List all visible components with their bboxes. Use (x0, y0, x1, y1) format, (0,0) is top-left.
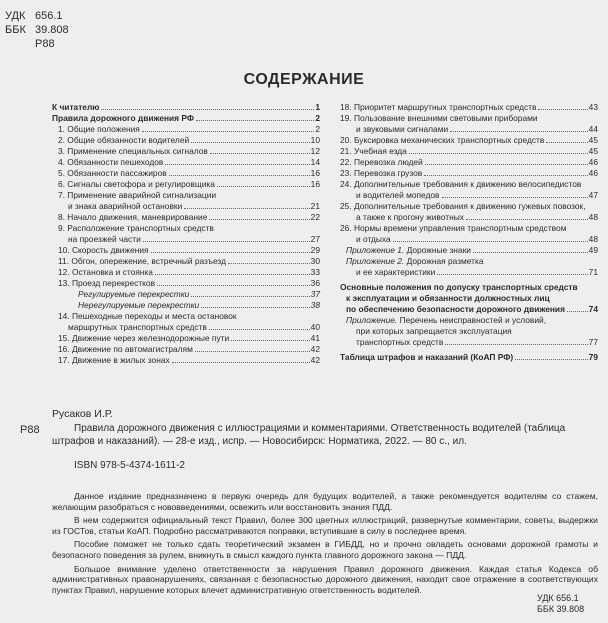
toc-page-number: 14 (310, 157, 320, 167)
toc-entry (52, 333, 320, 344)
toc-entry-title: и отдыха (356, 234, 391, 244)
toc-entry-title: 25. Дополнительные требования к движению гужевых повозок, (340, 201, 586, 211)
annotation-paragraph: В нем содержится официальный текст Правил, более 300 цветных иллюстраций, развернутые комментарии, советы, выдержки из ГОСТов, статьи КоАП. Подробно рассматриваются поправки, вступившие в силу в последнее время. (52, 515, 598, 536)
toc-leader-dots (515, 359, 588, 360)
toc-entry (52, 201, 320, 212)
toc-page-number: 27 (310, 234, 320, 244)
toc-entry (340, 337, 598, 348)
toc-entry (52, 113, 320, 124)
toc-left-column (52, 102, 320, 366)
toc-entry-title: 16. Движение по автомагистралям (58, 344, 193, 354)
toc-entry (340, 234, 598, 245)
toc-entry-title: 9. Расположение транспортных средств (58, 223, 214, 233)
toc-entry-title: 23. Перевозка грузов (340, 168, 423, 178)
toc-page-number: 12 (310, 146, 320, 156)
isbn: ISBN 978-5-4374-1611-2 (74, 460, 185, 471)
toc-leader-dots (567, 311, 588, 312)
toc-entry-title: 5. Обязанности пассажиров (58, 168, 167, 178)
toc-entry (52, 234, 320, 245)
toc-entry (340, 102, 598, 113)
annotation (52, 491, 598, 598)
toc-entry-title: 26. Нормы времени управления транспортным средством (340, 223, 567, 233)
toc-entry (52, 124, 320, 135)
toc-entry-title: транспортных средств (356, 337, 444, 347)
toc-entry (52, 245, 320, 256)
toc-leader-dots (437, 274, 587, 275)
toc-entry (52, 157, 320, 168)
toc-page-number: 2 (315, 124, 320, 134)
author: Русаков И.Р. (52, 408, 113, 420)
toc-leader-dots (445, 344, 587, 345)
toc-leader-dots (165, 164, 309, 165)
toc-entry (52, 267, 320, 278)
bottom-classification (537, 593, 584, 615)
toc-page-number: 74 (588, 304, 598, 314)
toc-leader-dots (442, 197, 588, 198)
toc-page-number: 42 (310, 344, 320, 354)
author-code: Р88 (35, 38, 55, 50)
classification-block (5, 9, 69, 51)
toc-entry (340, 212, 598, 223)
toc-entry (340, 256, 598, 267)
toc-page-number: 16 (310, 179, 320, 189)
toc-entry-title: 22. Перевозка людей (340, 157, 423, 167)
toc-leader-dots (172, 362, 310, 363)
toc-page-number: 10 (310, 135, 320, 145)
toc-entry-title: Регулируемые перекрестки (78, 289, 190, 299)
toc-entry-title: 24. Дополнительные требования к движению велосипедистов (340, 179, 582, 189)
toc-entry (52, 300, 320, 311)
toc-entry (340, 352, 598, 363)
toc-entry (52, 311, 320, 322)
toc-leader-dots (210, 153, 310, 154)
toc-leader-dots (209, 329, 310, 330)
toc-page-number: 1 (315, 102, 320, 112)
toc-leader-dots (209, 219, 309, 220)
toc-page-number: 46 (588, 157, 598, 167)
udk-line: УДК 656.1 (5, 10, 63, 22)
toc-page-number: 2 (315, 113, 320, 123)
toc-leader-dots (409, 153, 588, 154)
toc-page-number: 36 (310, 278, 320, 288)
toc-leader-dots (425, 164, 588, 165)
toc-entry (340, 223, 598, 234)
toc-entry-title: при которых запрещается эксплуатация (356, 326, 512, 336)
toc-leader-dots (191, 142, 310, 143)
toc-page-number: 46 (588, 168, 598, 178)
toc-entry-title: 19. Пользование внешними световыми приборами (340, 113, 538, 123)
bbk-line: ББК 39.808 (5, 24, 69, 36)
toc-entry-title: 17. Движение в жилых зонах (58, 355, 170, 365)
toc-entry-title: 3. Применение специальных сигналов (58, 146, 208, 156)
toc-entry (340, 168, 598, 179)
toc-entry-title: 4. Обязанности пешеходов (58, 157, 164, 167)
toc-entry-title: 13. Проезд перекрестков (58, 278, 156, 288)
toc-entry (52, 322, 320, 333)
toc-entry-title: 2. Общие обязанности водителей (58, 135, 190, 145)
toc-leader-dots (538, 109, 587, 110)
toc-entry-title: Таблица штрафов и наказаний (КоАП РФ) (340, 352, 514, 362)
toc-entry-title: маршрутных транспортных средств (68, 322, 207, 332)
annotation-paragraph: Пособие поможет не только сдать теоретический экзамен в ГИБДД, но и прочно овладеть основами дорожной грамоты и безопасного поведения за рулем, вникнуть в смысл каждого пункта главного дорожного закона — ПДД. (52, 539, 598, 560)
toc-page-number: 44 (588, 124, 598, 134)
toc-entry (340, 245, 598, 256)
toc-entry (52, 289, 320, 300)
toc-page-number: 29 (310, 245, 320, 255)
toc-entry (340, 326, 598, 337)
toc-leader-dots (101, 109, 314, 110)
toc-leader-dots (466, 219, 588, 220)
page-title: СОДЕРЖАНИЕ (243, 71, 365, 88)
toc-page-number: 79 (588, 352, 598, 362)
toc-leader-dots (201, 307, 309, 308)
annotation-paragraph: Данное издание предназначено в первую очередь для будущих водителей, а также рекомендуется водителям со стажем, желающим разобраться с нововведениями, освежить или восстановить знания ПДД. (52, 491, 598, 512)
toc-leader-dots (169, 175, 310, 176)
toc-entry (340, 157, 598, 168)
toc-entry-title: 21. Учебная езда (340, 146, 407, 156)
toc-entry-title: и знака аварийной остановки (68, 201, 183, 211)
toc-leader-dots (217, 186, 310, 187)
toc-entry-title: Приложение. Перечень неисправностей и условий, (346, 315, 547, 325)
toc-entry-title: по обеспечению безопасности дорожного движения (346, 304, 565, 314)
toc-entry-title: 10. Скорость движения (58, 245, 149, 255)
toc-entry (340, 179, 598, 190)
toc-entry (52, 102, 320, 113)
toc-entry (340, 315, 598, 326)
toc-page-number: 22 (310, 212, 320, 222)
toc-page-number: 16 (310, 168, 320, 178)
toc-leader-dots (393, 241, 588, 242)
toc-page-number: 33 (310, 267, 320, 277)
toc-entry-title: 18. Приоритет маршрутных транспортных средств (340, 102, 537, 112)
toc-leader-dots (142, 131, 315, 132)
toc-entry (340, 135, 598, 146)
toc-entry (52, 179, 320, 190)
toc-leader-dots (450, 131, 588, 132)
toc-entry-title: 20. Буксировка механических транспортных средств (340, 135, 545, 145)
toc-entry (52, 190, 320, 201)
toc-page-number: 43 (588, 102, 598, 112)
toc-page-number: 49 (588, 245, 598, 255)
toc-entry-title: Основные положения по допуску транспортных средств (340, 282, 578, 292)
bottom-udk: УДК 656.1 (537, 593, 579, 603)
toc-leader-dots (228, 263, 310, 264)
toc-page-number: 45 (588, 135, 598, 145)
toc-entry (52, 355, 320, 366)
toc-entry-title: 15. Движение через железнодорожные пути (58, 333, 230, 343)
toc-entry (52, 146, 320, 157)
toc-entry-title: и водителей мопедов (356, 190, 440, 200)
toc-entry-title: и ее характеристики (356, 267, 436, 277)
toc-entry (52, 256, 320, 267)
toc-entry (52, 344, 320, 355)
toc-leader-dots (157, 285, 310, 286)
toc-entry-title: 11. Обгон, опережение, встречный разъезд (58, 256, 226, 266)
toc-right-column (340, 102, 598, 363)
toc-entry-title: на проезжей части (68, 234, 141, 244)
toc-leader-dots (196, 120, 314, 121)
annotation-paragraph: Большое внимание уделено ответственности за нарушения Правил дорожного движения. Каждая статья Кодекса об административных правонарушениях, связанная с безопасностью дорожного движения, находит свое отражение в соответствующих пунктах Правил, нарушение которых влечет административную ответственность водителей. (52, 563, 598, 595)
bottom-bbk: ББК 39.808 (537, 604, 585, 614)
toc-entry-title: 12. Остановка и стоянка (58, 267, 153, 277)
toc-page-number: 40 (310, 322, 320, 332)
toc-page-number: 21 (310, 201, 320, 211)
toc-entry-title: Приложение 2. Дорожная разметка (346, 256, 484, 266)
toc-leader-dots (184, 208, 309, 209)
toc-leader-dots (155, 274, 310, 275)
toc-leader-dots (143, 241, 310, 242)
toc-entry-title: 8. Начало движения, маневрирование (58, 212, 208, 222)
toc-entry (340, 146, 598, 157)
toc-entry-title: и звуковыми сигналами (356, 124, 449, 134)
bibliographic-description: Правила дорожного движения с иллюстрациями и комментариями. Ответственность водителей (таблица штрафов и наказаний). — 28-е изд., испр. — Новосибирск: Норматика, 2022. — 80 с., ил. (52, 423, 566, 447)
toc-entry-title: а также к прогону животных (356, 212, 464, 222)
toc-entry-title: 7. Применение аварийной сигнализации (58, 190, 217, 200)
toc-entry (340, 190, 598, 201)
toc-page-number: 30 (310, 256, 320, 266)
toc-entry (340, 282, 598, 293)
toc-page-number: 45 (588, 146, 598, 156)
toc-entry-title: к эксплуатации и обязанности должностных лиц (346, 293, 550, 303)
toc-leader-dots (546, 142, 587, 143)
toc-entry (340, 304, 598, 315)
author-mark: Р88 (20, 424, 40, 436)
toc-leader-dots (151, 252, 310, 253)
toc-page-number: 77 (588, 337, 598, 347)
toc-page-number: 47 (588, 190, 598, 200)
toc-entry (52, 278, 320, 289)
toc-leader-dots (424, 175, 587, 176)
toc-leader-dots (231, 340, 310, 341)
toc-page-number: 48 (588, 234, 598, 244)
toc-entry-title: Правила дорожного движения РФ (52, 113, 195, 123)
toc-entry (340, 113, 598, 124)
toc-entry-title: Нерегулируемые перекрестки (78, 300, 200, 310)
toc-page-number: 37 (310, 289, 320, 299)
toc-entry (340, 124, 598, 135)
toc-page-number: 71 (588, 267, 598, 277)
toc-page-number: 42 (310, 355, 320, 365)
toc-page-number: 41 (310, 333, 320, 343)
toc-page-number: 38 (310, 300, 320, 310)
toc-leader-dots (191, 296, 309, 297)
toc-entry (340, 293, 598, 304)
toc-page-number: 48 (588, 212, 598, 222)
toc-entry-title: К читателю (52, 102, 100, 112)
toc-entry (52, 168, 320, 179)
toc-entry (340, 267, 598, 278)
toc-entry-title: 6. Сигналы светофора и регулировщика (58, 179, 215, 189)
toc-leader-dots (195, 351, 310, 352)
toc-entry (52, 212, 320, 223)
toc-entry (52, 135, 320, 146)
toc-entry (52, 223, 320, 234)
toc-entry-title: 14. Пешеходные переходы и места остановок (58, 311, 237, 321)
toc-entry (340, 201, 598, 212)
toc-entry-title: Приложение 1. Дорожные знаки (346, 245, 471, 255)
toc-entry-title: 1. Общие положения (58, 124, 140, 134)
toc-leader-dots (473, 252, 588, 253)
